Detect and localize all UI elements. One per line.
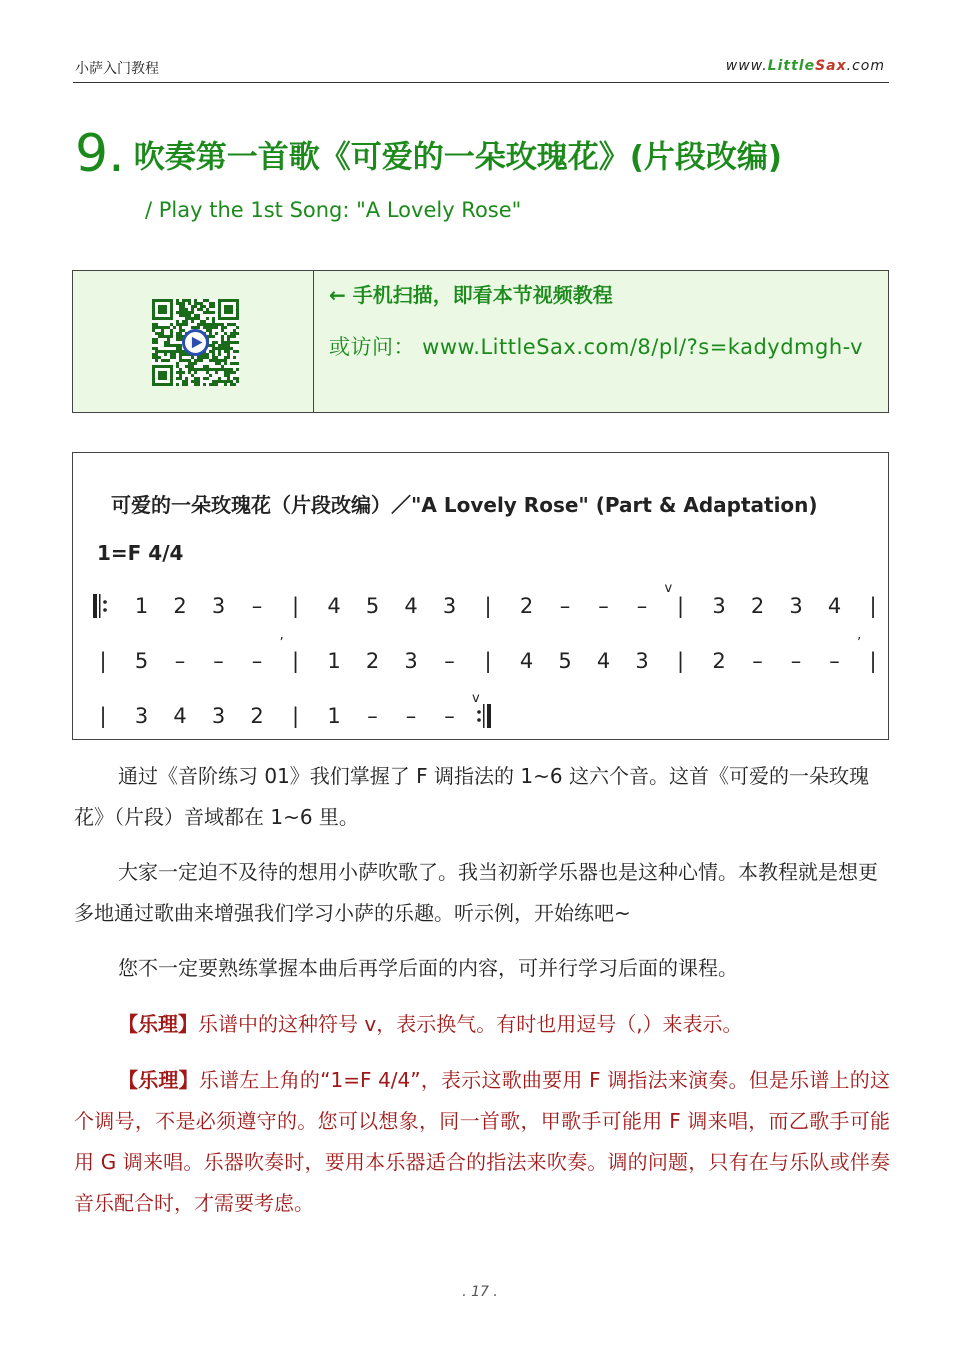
score-note: 3 [712, 594, 726, 618]
score-note: 3 [211, 704, 226, 728]
dash-extension: – [598, 594, 609, 618]
bar-line: | [676, 594, 685, 618]
music-theory-note-1: 【乐理】乐谱中的这种符号 v，表示换气。有时也用逗号（,）来表示。 [118, 1012, 743, 1036]
score-note: 4 [519, 649, 534, 673]
score-note: 2 [519, 594, 534, 618]
score-note: 3 [211, 594, 226, 618]
scan-instruction: ← 手机扫描，即看本节视频教程 [329, 283, 613, 307]
paragraph-2: 大家一定迫不及待的想用小萨吹歌了。我当初新学乐器也是这种心情。本教程就是想更多地通过歌曲来增强我们学习小萨的乐趣。听示例，开始练吧~ [74, 860, 878, 925]
score-note: 3 [635, 649, 649, 673]
breath-mark-v: v [472, 691, 480, 706]
score-note: 4 [596, 649, 611, 673]
bar-line: | [676, 649, 685, 673]
dash-extension: – [636, 594, 648, 618]
score-note: 5 [134, 649, 149, 673]
score-note: 3 [789, 594, 803, 618]
bar-line: | [99, 704, 107, 728]
paragraph-3: 您不一定要熟练掌握本曲后再学后面的内容，可并行学习后面的课程。 [118, 956, 738, 980]
page-header [73, 56, 889, 83]
score-note: 2 [173, 594, 187, 618]
dash-extension: – [251, 594, 263, 618]
score-note: 3 [134, 704, 149, 728]
score-notation [73, 453, 888, 739]
bar-line: | [291, 649, 300, 673]
score-note: 5 [558, 649, 572, 673]
book-title: 小萨入门教程 [75, 61, 159, 77]
score-note: 1 [327, 704, 341, 728]
breath-mark-comma: ’ [857, 636, 862, 651]
score-title: 可爱的一朵玫瑰花（片段改编）／"A Lovely Rose" (Part & Adaptation) [111, 493, 818, 517]
page-number: . 17 . [462, 1284, 498, 1300]
music-score [72, 452, 889, 740]
dash-extension: – [213, 649, 224, 673]
score-note: 4 [173, 704, 187, 728]
dash-extension: – [829, 649, 840, 673]
dash-extension: – [444, 704, 455, 728]
music-theory-note-2: 【乐理】乐谱左上角的“1=F 4/4”，表示这歌曲要用 F 调指法来演奏。但是乐谱上的这个调号，不是必须遵守的。您可以想象，同一首歌，甲歌手可能用 F 调来唱，而乙歌手可能用 G 调来唱。乐器吹奏时，要用本乐器适合的指法来吹奏。调的问题，只有在与乐队或伴奏音乐配合时，才需要考虑。 [74, 1068, 890, 1215]
dash-extension: – [752, 649, 763, 673]
score-note: 3 [404, 649, 418, 673]
score-note: 4 [327, 594, 341, 618]
bar-line: | [484, 594, 492, 618]
score-note: 5 [365, 594, 380, 618]
repeat-start [93, 594, 107, 618]
score-note: 4 [404, 594, 418, 618]
breath-mark-comma: ’ [279, 636, 284, 651]
bar-line: | [291, 594, 300, 618]
chapter-title-text: 吹奏第一首歌《可爱的一朵玫瑰花》(片段改编) [133, 139, 783, 176]
bar-line: | [869, 649, 877, 673]
dash-extension: – [444, 649, 455, 673]
dash-extension: – [790, 649, 802, 673]
score-note: 3 [442, 594, 457, 618]
video-url[interactable]: 或访问： www.LittleSax.com/8/pl/?s=kadydmgh-v [329, 335, 864, 359]
bar-line: | [291, 704, 300, 728]
dash-extension: – [251, 649, 263, 673]
score-note: 2 [365, 649, 380, 673]
chapter-title [75, 124, 935, 188]
score-note: 1 [327, 649, 341, 673]
dash-extension: – [559, 594, 571, 618]
score-note: 2 [712, 649, 726, 673]
dash-extension: – [405, 704, 417, 728]
repeat-end [477, 704, 491, 728]
score-key-signature: 1=F 4/4 [97, 541, 184, 565]
chapter-subtitle: / Play the 1st Song: "A Lovely Rose" [145, 198, 522, 222]
bar-line: | [484, 649, 492, 673]
bar-line: | [869, 594, 877, 618]
qr-cell [73, 271, 314, 412]
video-link-box [72, 270, 889, 413]
score-note: 2 [750, 594, 765, 618]
dash-extension: – [367, 704, 378, 728]
chapter-number: 9. [75, 124, 125, 184]
website-link[interactable]: www.LittleSax.com [725, 58, 885, 74]
breath-mark-v: v [664, 581, 673, 596]
score-note: 2 [250, 704, 264, 728]
score-note: 4 [827, 594, 842, 618]
qr-code-icon[interactable] [152, 299, 239, 386]
score-note: 1 [134, 594, 149, 618]
dash-extension: – [174, 649, 186, 673]
bar-line: | [99, 649, 107, 673]
paragraph-1: 通过《音阶练习 01》我们掌握了 F 调指法的 1~6 这六个音。这首《可爱的一朵玫瑰花》（片段）音域都在 1~6 里。 [74, 764, 869, 829]
